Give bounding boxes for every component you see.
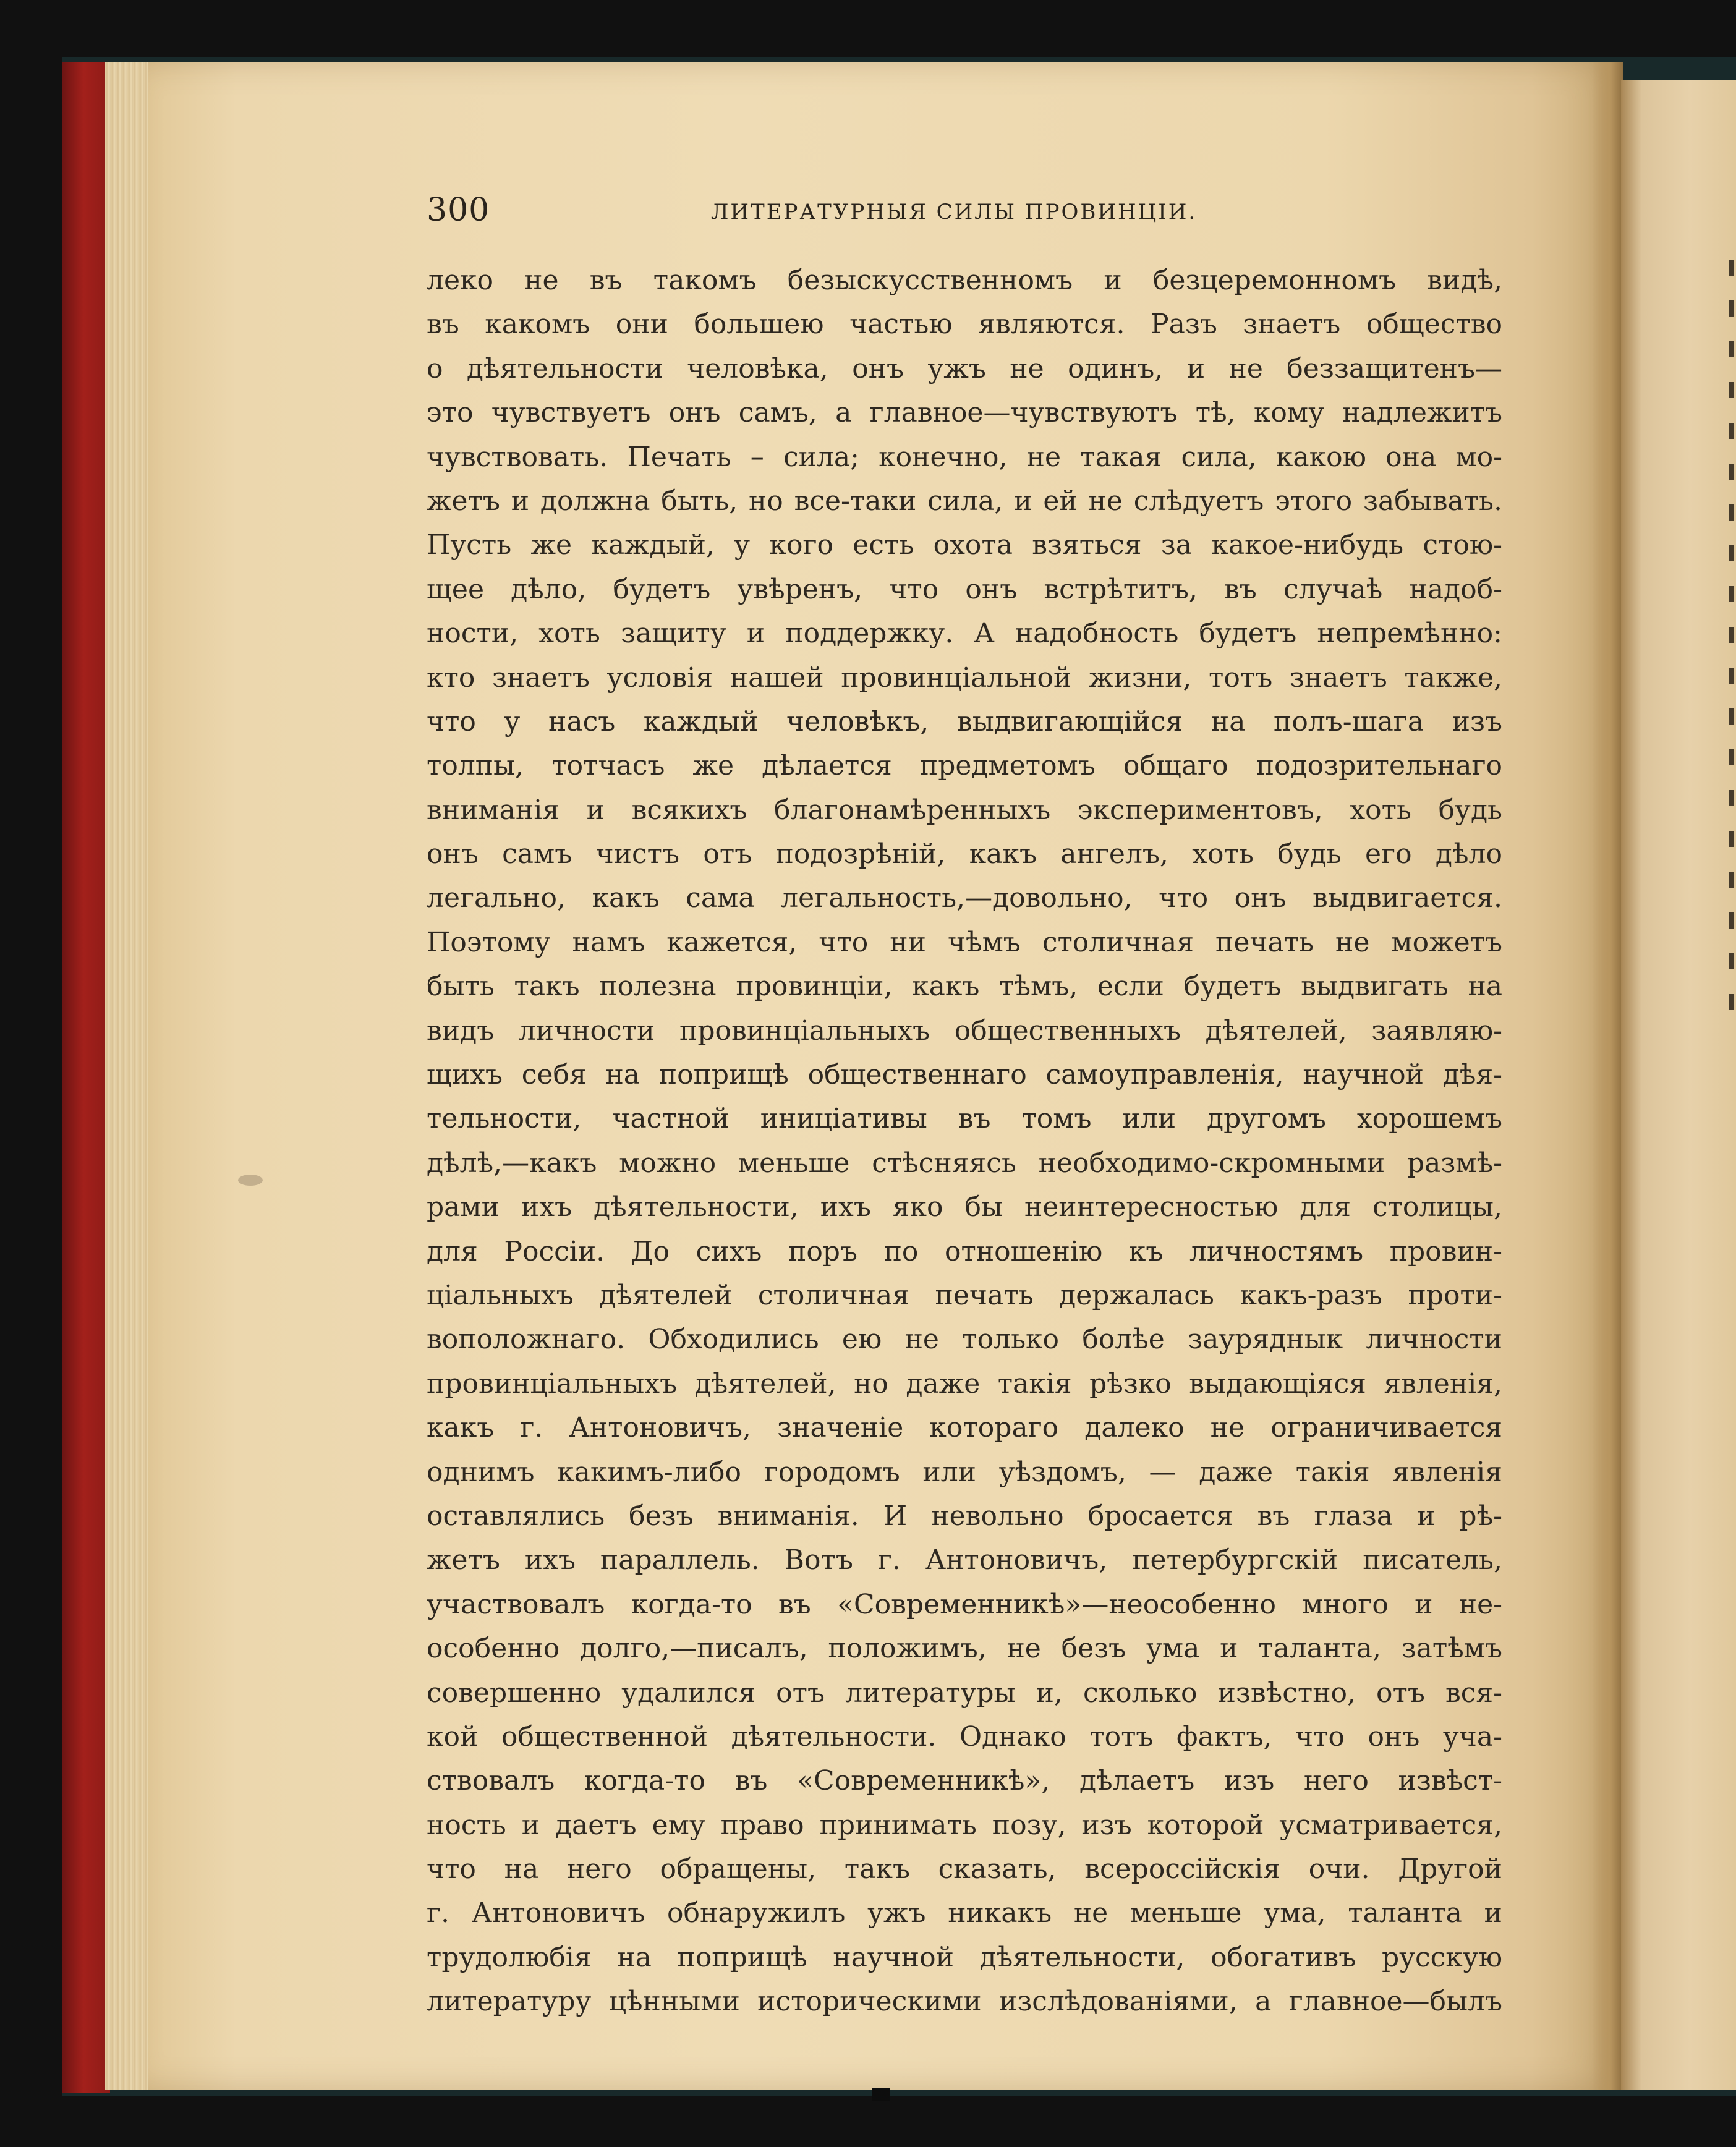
text-line: литературу цѣнными историческими изслѣдованіями, а главное—былъ bbox=[427, 1986, 1502, 2018]
text-line: жетъ и должна быть, но все-таки сила, и ей не слѣдуетъ этого забывать. bbox=[427, 485, 1502, 517]
right-page-edge bbox=[1621, 80, 1736, 2090]
text-line: быть такъ полезна провинціи, какъ тѣмъ, если будетъ выдвигать на bbox=[427, 971, 1502, 1003]
text-line: оставлялись безъ вниманія. И невольно бросается въ глаза и рѣ- bbox=[427, 1500, 1502, 1532]
text-line: толпы, тотчасъ же дѣлается предметомъ общаго подозрительнаго bbox=[427, 750, 1502, 782]
text-line: кой общественной дѣятельности. Однако тотъ фактъ, что онъ уча- bbox=[427, 1720, 1502, 1753]
text-line: ствовалъ когда-то въ «Современникѣ», дѣлаетъ изъ него извѣст- bbox=[427, 1765, 1502, 1797]
text-line: участвовалъ когда-то въ «Современникѣ»—неособенно много и не- bbox=[427, 1588, 1502, 1620]
page-header bbox=[427, 189, 1502, 232]
scan-artifact bbox=[872, 2088, 890, 2101]
page-number: 300 bbox=[427, 192, 490, 229]
book-cover-edge bbox=[62, 62, 110, 2093]
text-line: воположнаго. Обходились ею не только болѣе зауряднык личности bbox=[427, 1324, 1502, 1356]
text-line: для Россіи. До сихъ поръ по отношенію къ личностямъ провин- bbox=[427, 1235, 1502, 1267]
text-line: кто знаетъ условія нашей провинціальной жизни, тотъ знаетъ также, bbox=[427, 661, 1502, 694]
text-line: совершенно удалился отъ литературы и, сколько извѣстно, отъ вся- bbox=[427, 1677, 1502, 1709]
text-line: ности, хоть защиту и поддержку. А надобность будетъ непремѣнно: bbox=[427, 618, 1502, 650]
running-title: ЛИТЕРАТУРНЫЯ СИЛЫ ПРОВИНЦІИ. bbox=[711, 200, 1198, 224]
text-line: что у насъ каждый человѣкъ, выдвигающійся на полъ-шага изъ bbox=[427, 705, 1502, 738]
text-line: особенно долго,—писалъ, положимъ, не безъ ума и таланта, затѣмъ bbox=[427, 1633, 1502, 1665]
text-line: видъ личности провинціальныхъ общественныхъ дѣятелей, заявляю- bbox=[427, 1014, 1502, 1047]
text-line: щихъ себя на поприщѣ общественнаго самоуправленія, научной дѣя- bbox=[427, 1059, 1502, 1091]
text-line: тельности, частной иниціативы въ томъ или другомъ хорошемъ bbox=[427, 1103, 1502, 1135]
right-page-text-fragments bbox=[1725, 260, 1736, 1063]
text-line: какъ г. Антоновичъ, значеніе котораго далеко не ограничивается bbox=[427, 1412, 1502, 1444]
text-line: ціальныхъ дѣятелей столичная печать держалась какъ-разъ проти- bbox=[427, 1279, 1502, 1311]
text-line: леко не въ такомъ безыскусственномъ и безцеремонномъ видѣ, bbox=[427, 265, 1502, 296]
text-line: дѣлѣ,—какъ можно меньше стѣсняясь необходимо-скромными размѣ- bbox=[427, 1147, 1502, 1179]
page-stack-edges bbox=[105, 62, 155, 2090]
text-line: въ какомъ они большею частью являются. Разъ знаетъ общество bbox=[427, 308, 1502, 341]
text-line: что на него обращены, такъ сказать, всероссійскія очи. Другой bbox=[427, 1853, 1502, 1886]
text-line: трудолюбія на поприщѣ научной дѣятельности, обогативъ русскую bbox=[427, 1941, 1502, 1973]
text-line: провинціальныхъ дѣятелей, но даже такія рѣзко выдающіяся явленія, bbox=[427, 1367, 1502, 1400]
text-line: рами ихъ дѣятельности, ихъ яко бы неинтересностью для столицы, bbox=[427, 1191, 1502, 1223]
text-line: легально, какъ сама легальность,—довольно, что онъ выдвигается. bbox=[427, 882, 1502, 914]
text-line: Поэтому намъ кажется, что ни чѣмъ столичная печать не можетъ bbox=[427, 926, 1502, 958]
text-line: однимъ какимъ-либо городомъ или уѣздомъ, — даже такія явленія bbox=[427, 1456, 1502, 1488]
book-gutter bbox=[1592, 62, 1623, 2090]
text-line: онъ самъ чистъ отъ подозрѣній, какъ ангелъ, хоть будь его дѣло bbox=[427, 838, 1502, 870]
text-line: о дѣятельности человѣка, онъ ужъ не одинъ, и не беззащитенъ— bbox=[427, 352, 1502, 385]
text-line: ность и даетъ ему право принимать позу, изъ которой усматривается, bbox=[427, 1809, 1502, 1841]
page-smudge bbox=[238, 1175, 263, 1186]
text-line: чувствовать. Печать – сила; конечно, не такая сила, какою она мо- bbox=[427, 441, 1502, 473]
text-line: Пусть же каждый, у кого есть охота взяться за какое-нибудь стою- bbox=[427, 529, 1502, 561]
body-text bbox=[427, 258, 1502, 2024]
text-line: вниманія и всякихъ благонамѣренныхъ экспериментовъ, хоть будь bbox=[427, 794, 1502, 826]
text-line: это чувствуетъ онъ самъ, а главное—чувствуютъ тѣ, кому надлежитъ bbox=[427, 397, 1502, 429]
text-line: г. Антоновичъ обнаружилъ ужъ никакъ не меньше ума, таланта и bbox=[427, 1897, 1502, 1929]
text-line: жетъ ихъ параллель. Вотъ г. Антоновичъ, петербургскій писатель, bbox=[427, 1544, 1502, 1576]
text-line: щее дѣло, будетъ увѣренъ, что онъ встрѣтитъ, въ случаѣ надоб- bbox=[427, 573, 1502, 605]
